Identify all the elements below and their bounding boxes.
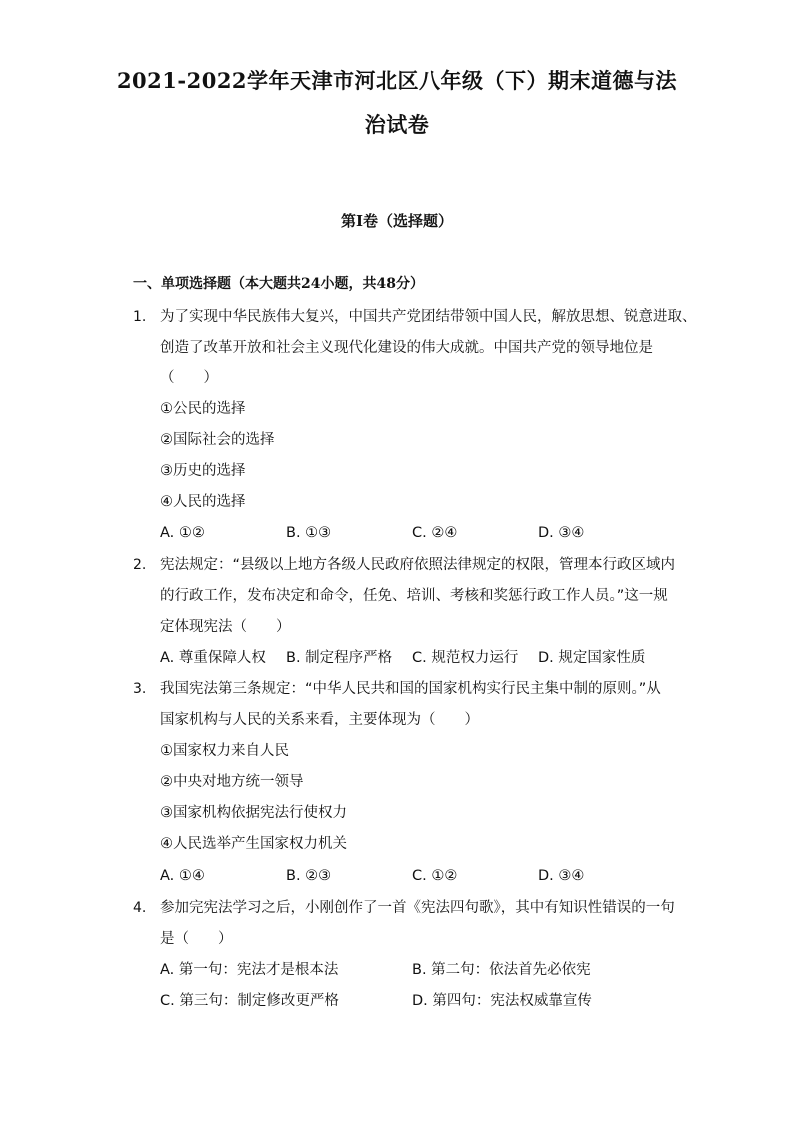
option-d[interactable]: D. 第四句：宪法权威靠宣传 xyxy=(412,993,592,1009)
option-b[interactable]: B. ①③ xyxy=(286,525,332,541)
statement-item: ④人民选举产生国家权力机关 xyxy=(160,836,347,852)
option-a[interactable]: A. ①④ xyxy=(160,868,205,884)
question-number: 4. xyxy=(133,900,147,916)
question-stem-line: 定体现宪法（ ） xyxy=(160,619,291,635)
statement-item: ①国家权力来自人民 xyxy=(160,743,289,759)
question-number: 1. xyxy=(133,309,147,325)
question-stem-line: 的行政工作，发布决定和命令，任免、培训、考核和奖惩行政工作人员。”这一规 xyxy=(160,588,668,604)
question-stem-line: 为了实现中华民族伟大复兴，中国共产党团结带领中国人民，解放思想、锐意进取、 xyxy=(160,309,697,325)
question-stem-line: 宪法规定：“县级以上地方各级人民政府依照法律规定的权限，管理本行政区域内 xyxy=(160,557,676,573)
question-stem-line: （ ） xyxy=(160,370,218,386)
question-number: 2. xyxy=(133,557,147,573)
statement-item: ②中央对地方统一领导 xyxy=(160,774,304,790)
question-stem-line: 我国宪法第三条规定：“中华人民共和国的国家机构实行民主集中制的原则。”从 xyxy=(160,681,661,697)
option-d[interactable]: D. ③④ xyxy=(538,868,585,884)
statement-item: ②国际社会的选择 xyxy=(160,432,275,448)
question-number: 3. xyxy=(133,681,147,697)
option-a[interactable]: A. 第一句：宪法才是根本法 xyxy=(160,962,339,978)
statement-item: ①公民的选择 xyxy=(160,401,246,417)
question-stem-line: 参加完宪法学习之后，小刚创作了一首《宪法四句歌》，其中有知识性错误的一句 xyxy=(160,900,675,916)
volume-heading: 第Ⅰ卷（选择题） xyxy=(340,212,454,230)
statement-item: ④人民的选择 xyxy=(160,494,246,510)
question-stem-line: 国家机构与人民的关系来看，主要体现为（ ） xyxy=(160,712,479,728)
section-heading: 一、单项选择题（本大题共24小题，共48分） xyxy=(133,276,424,292)
option-c[interactable]: C. ②④ xyxy=(412,525,458,541)
option-b[interactable]: B. 第二句：依法首先必依宪 xyxy=(412,962,591,978)
option-b[interactable]: B. ②③ xyxy=(286,868,332,884)
option-a[interactable]: A. ①② xyxy=(160,525,205,541)
option-a[interactable]: A. 尊重保障人权 xyxy=(160,650,266,666)
question-stem-line: 是（ ） xyxy=(160,931,233,947)
option-c[interactable]: C. 第三句：制定修改更严格 xyxy=(160,993,339,1009)
exam-title-line-1: 2021-2022学年天津市河北区八年级（下）期末道德与法 xyxy=(116,68,678,93)
exam-title-line-2: 治试卷 xyxy=(364,112,430,137)
option-d[interactable]: D. ③④ xyxy=(538,525,585,541)
question-stem-line: 创造了改革开放和社会主义现代化建设的伟大成就。中国共产党的领导地位是 xyxy=(160,340,653,356)
statement-item: ③历史的选择 xyxy=(160,463,246,479)
statement-item: ③国家机构依据宪法行使权力 xyxy=(160,805,347,821)
option-c[interactable]: C. 规范权力运行 xyxy=(412,650,519,666)
option-c[interactable]: C. ①② xyxy=(412,868,458,884)
option-b[interactable]: B. 制定程序严格 xyxy=(286,650,393,666)
option-d[interactable]: D. 规定国家性质 xyxy=(538,650,646,666)
